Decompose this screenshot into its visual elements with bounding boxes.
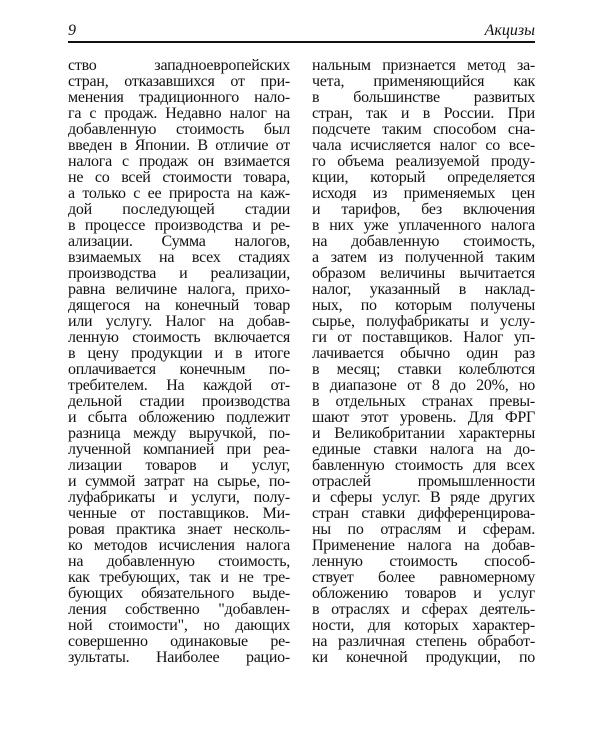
- text-line: га с продаж. Недавно налог на: [68, 105, 290, 122]
- text-line: ровая практика знает несколь-: [68, 521, 290, 538]
- text-line: налог, указанный в наклад-: [312, 281, 535, 298]
- text-line: на добавленную стоимость,: [312, 233, 535, 250]
- text-line: обложению товаров и услуг: [312, 585, 535, 602]
- text-line: шают этот уровень. Для ФРГ: [312, 409, 535, 426]
- text-line: ко методов исчисления налога: [68, 537, 290, 554]
- text-line: в процессе производства и ре-: [68, 217, 290, 234]
- text-line: совершенно одинаковые ре-: [68, 633, 290, 650]
- text-line: в отраслях и сферах деятель-: [312, 601, 535, 618]
- text-line: ствует более равномерному: [312, 569, 535, 586]
- text-line: и сферы услуг. В ряде других: [312, 489, 535, 506]
- text-line: бавленную стоимость для всех: [312, 457, 535, 474]
- text-line: го объема реализуемой проду-: [312, 153, 535, 170]
- text-column-right: [312, 58, 535, 666]
- text-line: и сбыта обложению подлежит: [68, 409, 290, 426]
- header-rule: [68, 41, 535, 43]
- text-line: ления собственно "добавлен-: [68, 601, 290, 618]
- text-line: не со всей стоимости товара,: [68, 169, 290, 186]
- text-line: требителем. На каждой от-: [68, 377, 290, 394]
- text-line: луфабрикаты и услуги, полу-: [68, 489, 290, 506]
- text-line: взимаемых на всех стадиях: [68, 249, 290, 266]
- text-line: кции, который определяется: [312, 169, 535, 186]
- text-line: производства и реализации,: [68, 265, 290, 282]
- text-line: а только с ее прироста на каж-: [68, 185, 290, 202]
- text-line: зультаты. Наиболее рацио-: [68, 649, 290, 666]
- text-column-left: [68, 58, 290, 666]
- text-line: как требующих, так и не тре-: [68, 569, 290, 586]
- text-line: а затем из полученной таким: [312, 249, 535, 266]
- text-line: стран, отказавшихся от при-: [68, 73, 290, 90]
- text-line: сырье, полуфабрикаты и услу-: [312, 313, 535, 330]
- text-line: ной стоимости", но дающих: [68, 617, 290, 634]
- text-line: на добавленную стоимость,: [68, 553, 290, 570]
- text-line: отраслей промышленности: [312, 473, 535, 490]
- text-line: ги от поставщиков. Налог уп-: [312, 329, 535, 346]
- text-line: менения традиционного нало-: [68, 89, 290, 106]
- text-line: лизации товаров и услуг,: [68, 457, 290, 474]
- text-line: лачивается обычно один раз: [312, 345, 535, 362]
- text-line: ализации. Сумма налогов,: [68, 233, 290, 250]
- text-line: добавленную стоимость был: [68, 121, 290, 138]
- text-line: в отдельных странах превы-: [312, 393, 535, 410]
- text-line: в месяц; ставки колеблются: [312, 361, 535, 378]
- text-line: в них уже уплаченного налога: [312, 217, 535, 234]
- text-line: ленную стоимость способ-: [312, 553, 535, 570]
- text-line: в диапазоне от 8 до 20%, но: [312, 377, 535, 394]
- text-line: в цену продукции и в итоге: [68, 345, 290, 362]
- text-line: ленную стоимость включается: [68, 329, 290, 346]
- text-line: образом величины вычитается: [312, 265, 535, 282]
- text-line: ченные от поставщиков. Ми-: [68, 505, 290, 522]
- text-line: единые ставки налога на до-: [312, 441, 535, 458]
- text-line: дой последующей стадии: [68, 201, 290, 218]
- text-line: на различная степень обработ-: [312, 633, 535, 650]
- text-line: чала исчисляется налог со все-: [312, 137, 535, 154]
- text-line: чета, применяющийся как: [312, 73, 535, 90]
- text-line: и тарифов, без включения: [312, 201, 535, 218]
- text-line: исходя из применяемых цен: [312, 185, 535, 202]
- text-line: налога с продаж он взимается: [68, 153, 290, 170]
- text-line: нальным признается метод за-: [312, 57, 535, 74]
- text-line: оплачивается конечным по-: [68, 361, 290, 378]
- text-line: Применение налога на добав-: [312, 537, 535, 554]
- text-line: стран ставки дифференцирова-: [312, 505, 535, 522]
- text-line: лученной компанией при реа-: [68, 441, 290, 458]
- text-line: равна величине налога, прихо-: [68, 281, 290, 298]
- running-title: Акцизы: [484, 22, 535, 39]
- text-line: дящегося на конечный товар: [68, 297, 290, 314]
- text-line: ки конечной продукции, по: [312, 649, 535, 666]
- text-line: ство западноевропейских: [68, 57, 290, 74]
- text-line: введен в Японии. В отличие от: [68, 137, 290, 154]
- text-line: стран, так и в России. При: [312, 105, 535, 122]
- text-line: ны по отраслям и сферам.: [312, 521, 535, 538]
- text-line: бующих обязательного выде-: [68, 585, 290, 602]
- page-number: 9: [68, 22, 76, 39]
- text-line: или услугу. Налог на добав-: [68, 313, 290, 330]
- text-line: в большинстве развитых: [312, 89, 535, 106]
- text-line: и Великобритании характерны: [312, 425, 535, 442]
- text-line: ности, для которых характер-: [312, 617, 535, 634]
- text-line: ных, по которым получены: [312, 297, 535, 314]
- text-line: дельной стадии производства: [68, 393, 290, 410]
- text-line: подсчете таким способом сна-: [312, 121, 535, 138]
- text-line: разница между выручкой, по-: [68, 425, 290, 442]
- text-line: и суммой затрат на сырье, по-: [68, 473, 290, 490]
